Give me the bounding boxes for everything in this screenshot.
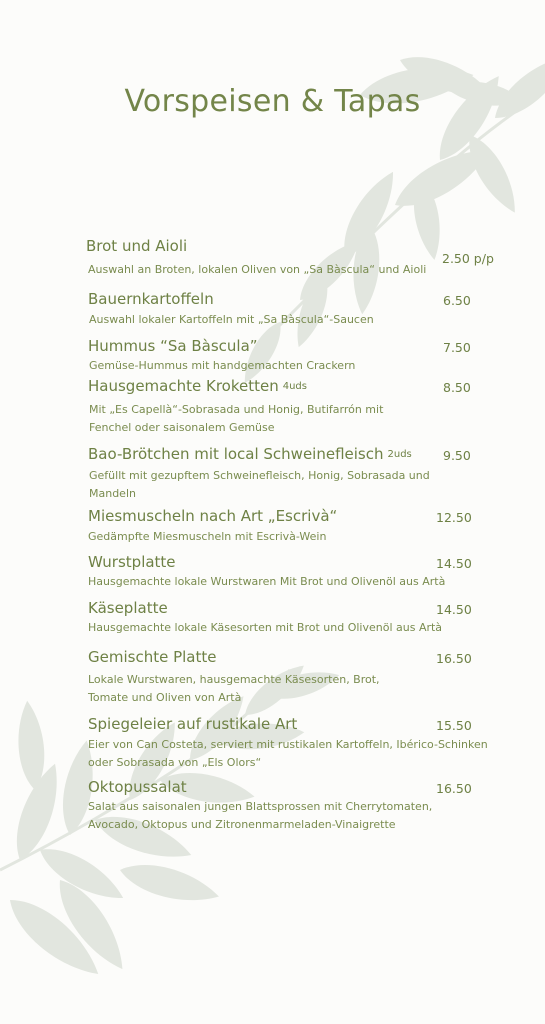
item-price: 2.50 p/p [442, 251, 494, 266]
item-name [88, 377, 307, 395]
item-description: Auswahl lokaler Kartoffeln mit „Sa Bàscula“-Saucen [89, 313, 374, 326]
item-price: 12.50 [436, 510, 472, 525]
item-name [88, 599, 168, 617]
item-price: 14.50 [436, 556, 472, 571]
item-name-text: Hummus “Sa Bàscula” [88, 337, 258, 355]
item-description: Hausgemachte lokale Käsesorten mit Brot und Olivenöl aus Artà [88, 621, 443, 634]
item-description: Fenchel oder saisonalem Gemüse [89, 421, 275, 434]
item-description: Mit „Es Capellà“-Sobrasada und Honig, Butifarrón mit [89, 403, 384, 416]
item-description: Eier von Can Costeta, serviert mit rustikalen Kartoffeln, Ibérico-Schinken [88, 738, 488, 751]
item-name [88, 553, 176, 571]
item-description: Gedämpfte Miesmuscheln mit Escrivà-Wein [88, 530, 327, 543]
item-description: Salat aus saisonalen jungen Blattsprossen mit Cherrytomaten, [88, 800, 433, 813]
item-name-text: Brot und Aioli [86, 237, 188, 255]
page-title: Vorspeisen & Tapas [124, 84, 421, 119]
item-name [88, 778, 187, 796]
item-description: Mandeln [89, 487, 136, 500]
item-name [86, 237, 187, 255]
item-price: 14.50 [436, 602, 472, 617]
item-quantity: 2uds [387, 449, 412, 460]
item-name-text: Spiegeleier auf rustikale Art [88, 715, 298, 733]
item-price: 6.50 [443, 293, 471, 308]
item-name [88, 648, 216, 666]
item-description: Gefüllt mit gezupftem Schweinefleisch, Honig, Sobrasada und [89, 469, 430, 482]
item-description: Lokale Wurstwaren, hausgemachte Käsesorten, Brot, [88, 673, 380, 686]
item-price: 9.50 [443, 448, 471, 463]
item-price: 16.50 [436, 651, 472, 666]
item-name [88, 507, 337, 525]
item-description: Avocado, Oktopus und Zitronenmarmeladen-Vinaigrette [88, 818, 396, 831]
item-name-text: Bauernkartoffeln [88, 290, 214, 308]
item-description: Auswahl an Broten, lokalen Oliven von „Sa Bàscula“ und Aioli [88, 263, 427, 276]
item-name-text: Bao-Brötchen mit local Schweinefleisch [88, 445, 384, 463]
item-name [88, 337, 258, 355]
item-name-text: Käseplatte [88, 599, 168, 617]
item-price: 8.50 [443, 380, 471, 395]
item-quantity: 4uds [282, 381, 307, 392]
item-price: 15.50 [436, 718, 472, 733]
item-description: Gemüse-Hummus mit handgemachten Crackern [89, 359, 356, 372]
item-description: oder Sobrasada von „Els Olors“ [88, 756, 262, 769]
item-price: 16.50 [436, 781, 472, 796]
item-name [88, 445, 412, 463]
item-name-text: Oktopussalat [88, 778, 187, 796]
item-description: Tomate und Oliven von Artà [88, 691, 242, 704]
item-name-text: Wurstplatte [88, 553, 176, 571]
item-name [88, 715, 297, 733]
item-price: 7.50 [443, 340, 471, 355]
item-name [88, 290, 214, 308]
item-name-text: Miesmuscheln nach Art „Escrivà“ [88, 507, 338, 525]
item-name-text: Gemischte Platte [88, 648, 217, 666]
item-description: Hausgemachte lokale Wurstwaren Mit Brot und Olivenöl aus Artà [88, 575, 446, 588]
item-name-text: Hausgemachte Kroketten [88, 377, 279, 395]
